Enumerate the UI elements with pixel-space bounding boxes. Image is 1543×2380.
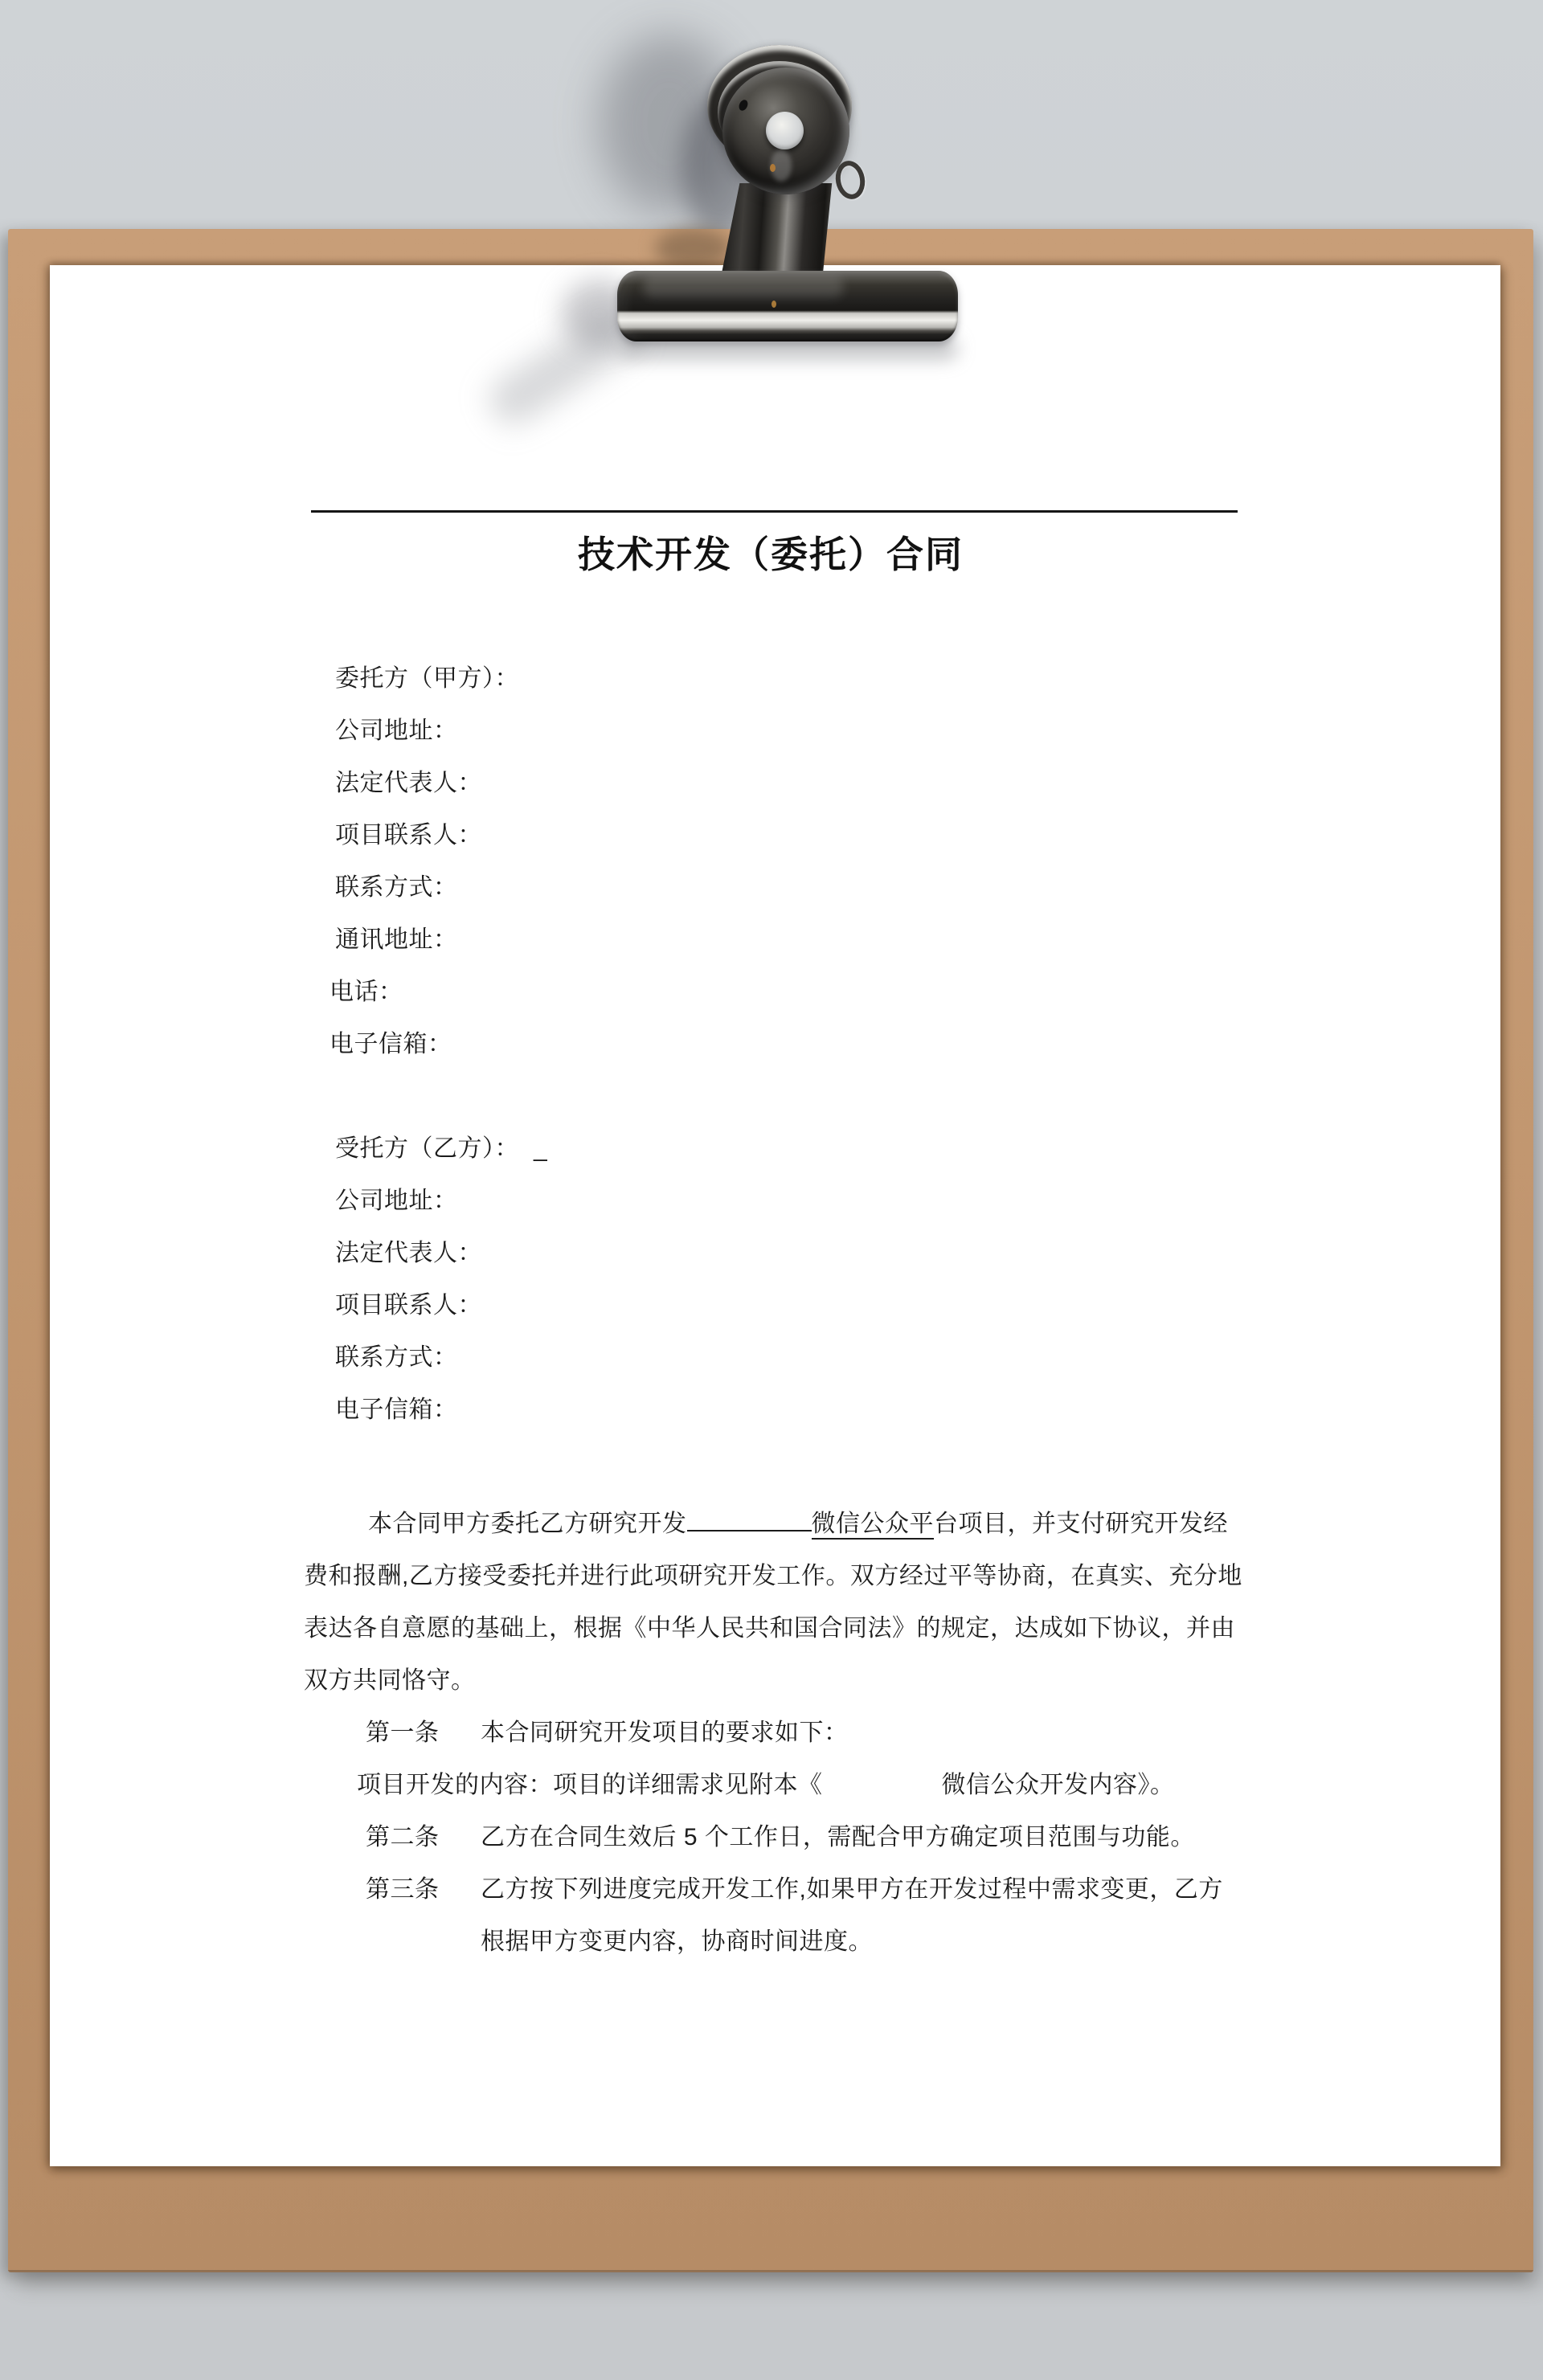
field-label-legal-representative-a: 法定代表人： bbox=[335, 770, 482, 796]
article-1-content bbox=[304, 1759, 1248, 1811]
article-2 bbox=[304, 1811, 1248, 1863]
party-b-heading bbox=[304, 1123, 1248, 1175]
article-3-text: 乙方按下列进度完成开发工作,如果甲方在开发过程中需求变更，乙方 bbox=[481, 1876, 1223, 1903]
intro-line-3: 表达各自意愿的基础上，根据《中华人民共和国合同法》的规定，达成如下协议，并由 bbox=[304, 1615, 1235, 1642]
contract-paper bbox=[50, 265, 1500, 2166]
field-label-legal-representative-b: 法定代表人： bbox=[335, 1240, 482, 1266]
field-label-email-a: 电子信箱： bbox=[329, 1031, 452, 1057]
section-gap bbox=[304, 1070, 1248, 1123]
field-label-contact-method-a: 联系方式： bbox=[335, 874, 458, 901]
intro-line-1-pre: 本合同甲方委托乙方研究开发 bbox=[368, 1511, 687, 1537]
article-1-content-post: 微信公众开发内容》。 bbox=[941, 1772, 1175, 1798]
field-label-phone-a: 电话： bbox=[329, 979, 403, 1005]
party-b-heading-label: 受托方（乙方）： bbox=[335, 1135, 519, 1162]
binder-clip-neck bbox=[722, 183, 834, 273]
party-a-heading: 委托方（甲方）： bbox=[335, 665, 519, 692]
article-2-number: 第二条 bbox=[366, 1824, 440, 1850]
binder-clip-glint bbox=[770, 164, 776, 172]
title-rule bbox=[311, 510, 1238, 513]
document-title: 技术开发（委托）合同 bbox=[578, 534, 964, 575]
article-3-continuation: 根据甲方变更内容，协商时间进度。 bbox=[481, 1928, 873, 1955]
intro-line-2: 费和报酬,乙方接受委托并进行此项研究开发工作。双方经过平等协商，在真实、充分地 bbox=[304, 1563, 1242, 1589]
article-1-number: 第一条 bbox=[366, 1720, 440, 1746]
field-label-company-address-b: 公司地址： bbox=[335, 1188, 458, 1214]
field-label-company-address-a: 公司地址： bbox=[335, 718, 458, 744]
section-gap bbox=[304, 1436, 1248, 1488]
article-1-text: 本合同研究开发项目的要求如下： bbox=[481, 1720, 849, 1746]
party-b-placeholder: _ bbox=[534, 1135, 548, 1162]
field-label-email-b: 电子信箱： bbox=[335, 1397, 458, 1423]
binder-clip-bar-glint bbox=[772, 301, 776, 308]
article-1-content-pre: 项目开发的内容：项目的详细需求见附本《 bbox=[357, 1772, 823, 1798]
article-2-text: 乙方在合同生效后 5 个工作日，需配合甲方确定项目范围与功能。 bbox=[481, 1824, 1195, 1850]
field-label-project-contact-a: 项目联系人： bbox=[335, 822, 482, 849]
intro-line-1 bbox=[304, 1498, 1248, 1550]
article-1 bbox=[304, 1707, 1248, 1759]
article-3-number: 第三条 bbox=[366, 1876, 440, 1903]
intro-line-1-underlined: 微信公众平 bbox=[812, 1511, 935, 1540]
intro-line-1-post: 台项目，并支付研究开发经 bbox=[934, 1511, 1228, 1537]
document-body bbox=[304, 652, 1248, 1968]
binder-clip-hole bbox=[766, 112, 804, 149]
field-label-contact-method-b: 联系方式： bbox=[335, 1344, 458, 1371]
clip-board-shadow bbox=[655, 228, 731, 268]
binder-clip-bar-sheen bbox=[643, 276, 844, 297]
article-3 bbox=[304, 1863, 1248, 1916]
field-label-project-contact-b: 项目联系人： bbox=[335, 1292, 482, 1319]
intro-line-4: 双方共同恪守。 bbox=[304, 1667, 476, 1694]
field-label-mailing-address-a: 通讯地址： bbox=[335, 926, 458, 953]
fill-in-blank-underline bbox=[687, 1503, 812, 1531]
